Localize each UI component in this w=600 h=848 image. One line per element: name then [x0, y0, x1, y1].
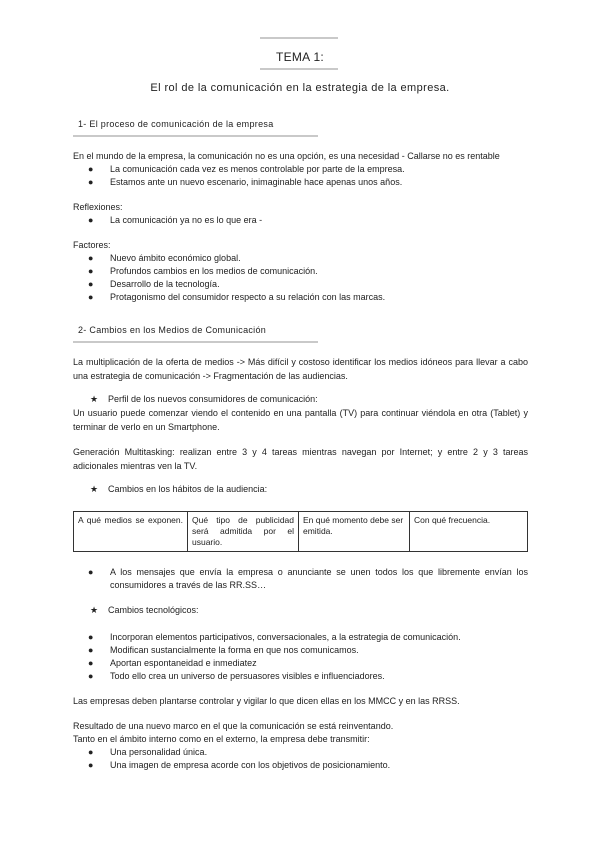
table-cell: Con qué frecuencia. — [410, 512, 528, 552]
table-cell: Qué tipo de publicidad será admitida por el usuario. — [188, 512, 299, 552]
section1-intro: En el mundo de la empresa, la comunicación no es una opción, es una necesidad - Callarse no es rentable — [73, 151, 500, 161]
bullet-icon: ● — [88, 279, 94, 289]
list-item: ● La comunicación ya no es lo que era - — [88, 215, 263, 225]
list-item: ● Desarrollo de la tecnología. — [88, 279, 220, 289]
list-item: ● Protagonismo del consumidor respecto a su relación con las marcas. — [88, 292, 386, 302]
list-item: ● Estamos ante un nuevo escenario, inimaginable hace apenas unos años. — [88, 177, 403, 187]
bullet-icon: ● — [88, 567, 94, 577]
bullet-icon: ● — [88, 215, 94, 225]
list-item: ● La comunicación cada vez es menos controlable por parte de la empresa. — [88, 164, 405, 174]
list-item: ● Todo ello crea un universo de persuasores visibles e influenciadores. — [88, 671, 385, 681]
factores-label: Factores: — [73, 240, 111, 250]
section2-para5: Resultado de una nuevo marco en el que la comunicación se está reinventando. — [73, 721, 394, 731]
bullet-icon: ● — [88, 266, 94, 276]
title-rule-bottom — [260, 68, 338, 70]
bullet-icon: ● — [88, 747, 94, 757]
bullet-icon: ● — [88, 177, 94, 187]
section2-heading: 2- Cambios en los Medios de Comunicación — [78, 325, 267, 335]
list-item: ● Una imagen de empresa acorde con los objetivos de posicionamiento. — [88, 760, 391, 770]
list-item: ● Modifican sustancialmente la forma en que nos comunicamos. — [88, 645, 359, 655]
page-title: TEMA 1: — [275, 50, 325, 64]
reflexiones-label: Reflexiones: — [73, 202, 123, 212]
section2-para6: Tanto en el ámbito interno como en el externo, la empresa debe transmitir: — [73, 734, 370, 744]
page-subtitle: El rol de la comunicación en la estrategia de la empresa. — [150, 82, 450, 94]
star-icon: ★ — [90, 484, 99, 494]
bullet-icon: ● — [88, 253, 94, 263]
list-item: ● Nuevo ámbito económico global. — [88, 253, 241, 263]
section2-para2: Un usuario puede comenzar viendo el contenido en una pantalla (TV) para continuar viéndola en otra (Tablet) y terminar de verlo en un Smartphone. — [73, 408, 528, 432]
bullet-icon: ● — [88, 658, 94, 668]
star-item: ★ Perfil de los nuevos consumidores de comunicación: — [90, 394, 318, 404]
section2-para3: Generación Multitasking: realizan entre 3 y 4 tareas mientras navegan por Internet; y entre 2 y 3 tareas adicionales mientras ven la TV. — [73, 447, 528, 471]
star-icon: ★ — [90, 605, 99, 615]
table-cell: A qué medios se exponen. — [74, 512, 188, 552]
section2-rule — [73, 341, 318, 343]
star-icon: ★ — [90, 394, 99, 404]
section2-para1: La multiplicación de la oferta de medios -> Más difícil y costoso identificar los medios idóneos para llevar a cabo una estrategia de comunicación -> Fragmentación de las audiencias. — [73, 357, 528, 381]
bullet-icon: ● — [88, 164, 94, 174]
bullet-icon: ● — [88, 760, 94, 770]
habits-table — [73, 511, 528, 552]
list-item: ● Profundos cambios en los medios de comunicación. — [88, 266, 318, 276]
section1-rule — [73, 135, 318, 137]
table-row — [74, 512, 528, 552]
star-item: ★ Cambios en los hábitos de la audiencia: — [90, 484, 268, 494]
list-item: ● Una personalidad única. — [88, 747, 208, 757]
bullet-icon: ● — [88, 645, 94, 655]
table-cell: En qué momento debe ser emitida. — [299, 512, 410, 552]
star-item: ★ Cambios tecnológicos: — [90, 605, 199, 615]
list-item: ● Aportan espontaneidad e inmediatez — [88, 658, 257, 668]
list-item: ● Incorporan elementos participativos, conversacionales, a la estrategia de comunicación. — [88, 632, 461, 642]
section1-heading: 1- El proceso de comunicación de la empresa — [78, 119, 274, 129]
bullet-icon: ● — [88, 292, 94, 302]
bullet-icon: ● — [88, 671, 94, 681]
bullet-icon: ● — [88, 632, 94, 642]
title-rule-top — [260, 37, 338, 39]
section2-para4: Las empresas deben plantarse controlar y vigilar lo que dicen ellas en los MMCC y en las RRSS. — [73, 696, 460, 706]
list-item: ● A los mensajes que envía la empresa o anunciante se unen todos los que libremente envían los consumidores a través de las RR.SS… — [88, 567, 528, 590]
